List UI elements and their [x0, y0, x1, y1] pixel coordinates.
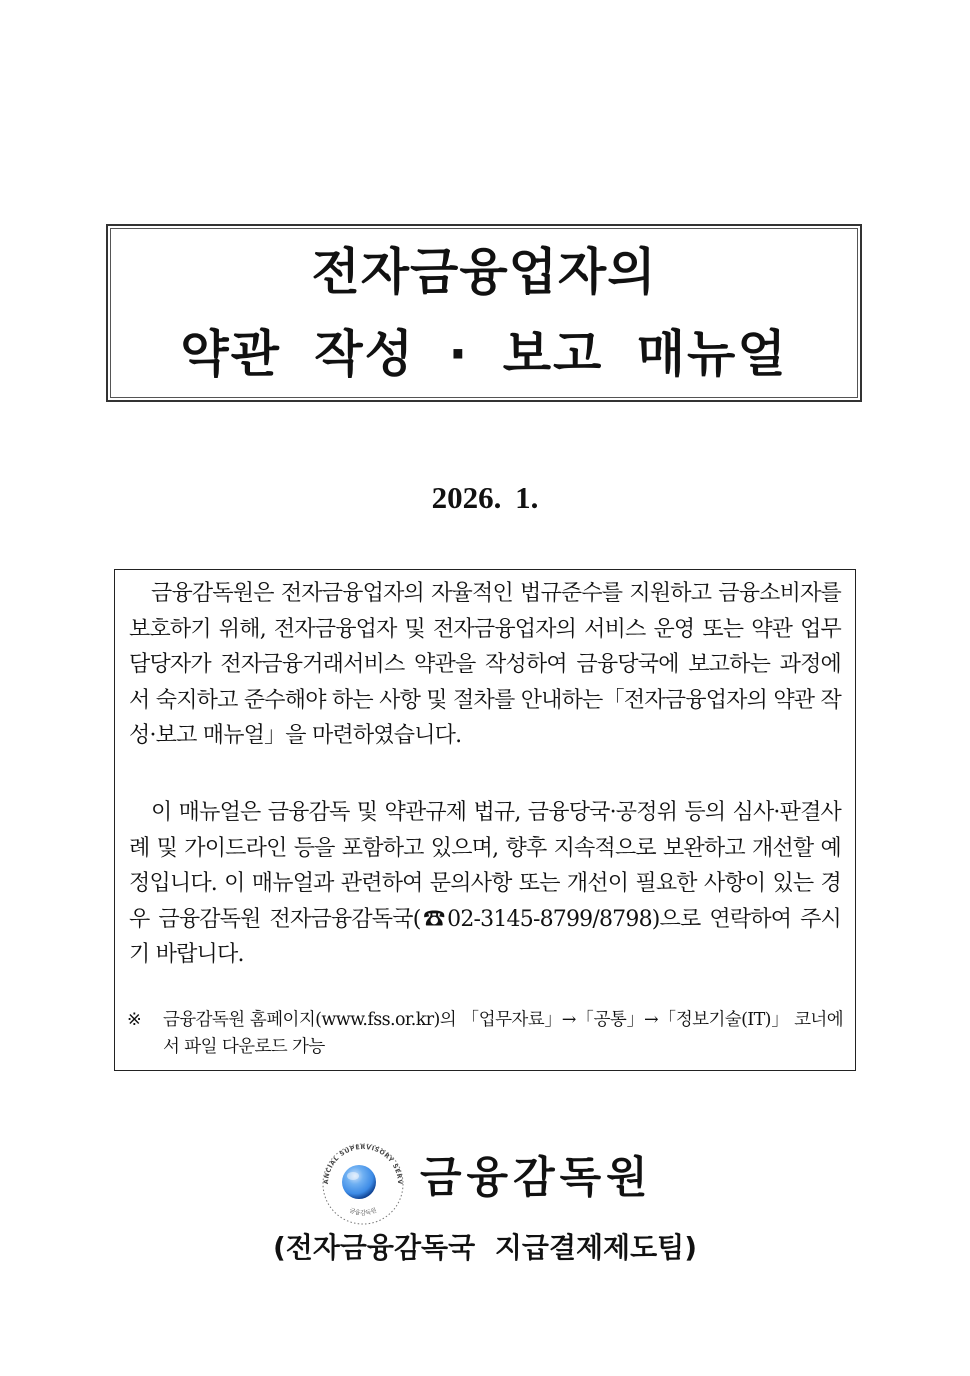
download-note [127, 1007, 843, 1061]
fss-globe-logo-icon [318, 1138, 408, 1228]
globe-shape [342, 1165, 376, 1199]
reference-mark-icon: ※ [127, 1010, 142, 1030]
notice-paragraph-2: 이 매뉴얼은 금융감독 및 약관규제 법규, 금융당국·공정위 등의 심사·판결사례 및 가이드라인 등을 포함하고 있으며, 향후 지속적으로 보완하고 개선할 예정입니다. 이 매뉴얼과 관련하여 문의사항 또는 개선이 필요한 사항이 있는 경우 금융감독원 전자금융감독국(☎02-3145-8799/8798)으로 연락하여 주시기 바랍니다. [129, 800, 841, 967]
title-line-2: 약관 작성 · 보고 매뉴얼 [180, 325, 788, 383]
notice-box [114, 569, 856, 1071]
download-note-text: 금융감독원 홈페이지(www.fss.or.kr)의 「업무자료」→「공통」→「정보기술(IT)」 코너에서 파일 다운로드 가능 [163, 1010, 843, 1057]
organization-name: 금융감독원 [420, 1153, 653, 1203]
fss-logo-icon [318, 1138, 408, 1228]
notice-paragraph-1: 금융감독원은 전자금융업자의 자율적인 법규준수를 지원하고 금융소비자를 보호하기 위해, 전자금융업자 및 전자금융업자의 서비스 운영 또는 약관 업무 담당자가 전자금융거래서비스 약관을 작성하여 금융당국에 보고하는 과정에서 숙지하고 준수해야 하는 사항 및 절차를 안내하는「전자금융업자의 약관 작성·보고 매뉴얼」을 마련하였습니다. [129, 581, 841, 748]
svg-text:금융감독원 [348, 1206, 378, 1217]
publication-date: 2026. 1. [431, 480, 539, 515]
title-line-1: 전자금융업자의 [311, 243, 657, 301]
department-name: (전자금융감독국 지급결제제도팀) [272, 1231, 697, 1264]
title-box [106, 224, 862, 402]
logo-arc-text-top: ANCIAL SUPERVISORY SERV [322, 1143, 404, 1185]
logo-arc-text-bottom: 금융감독원 [348, 1206, 378, 1217]
